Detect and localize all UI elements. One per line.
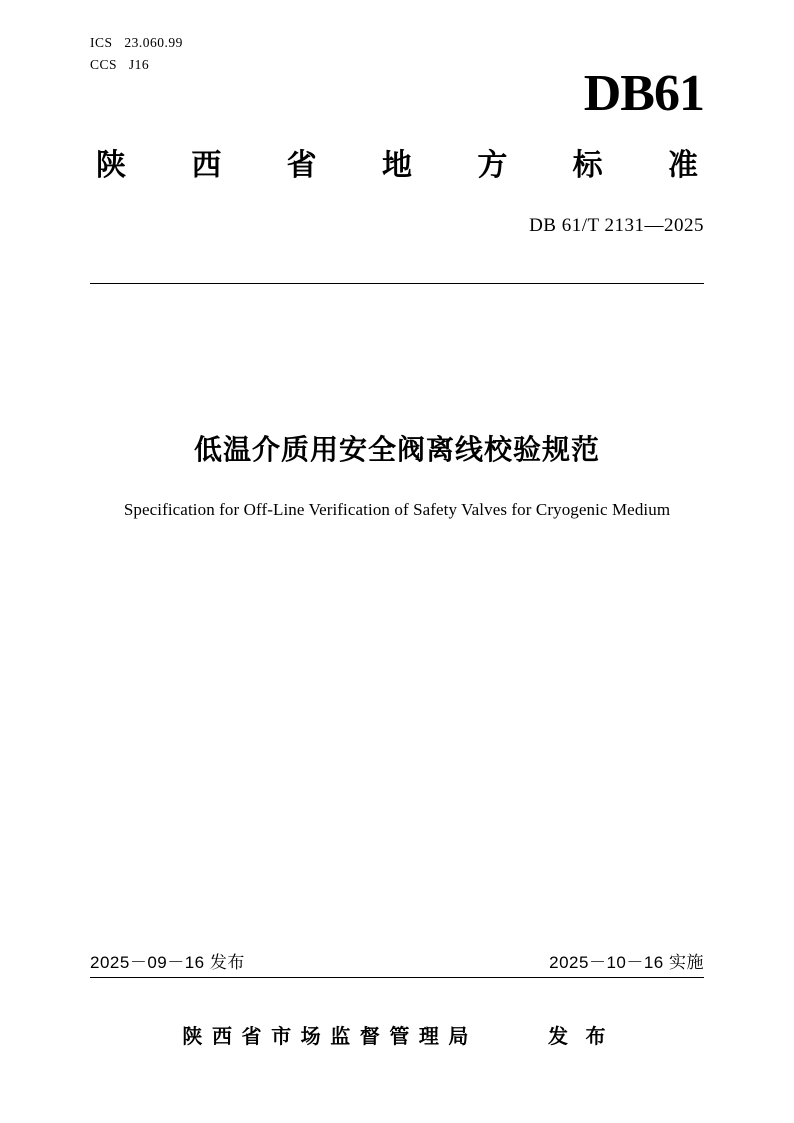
standard-number: DB 61/T 2131—2025 xyxy=(529,215,704,236)
ics-value: 23.060.99 xyxy=(124,35,183,50)
date-row xyxy=(90,948,704,973)
implementation-date: 2025－10－16 实施 xyxy=(549,953,704,972)
ics-line xyxy=(90,32,183,54)
series-char-5: 标 xyxy=(572,149,603,182)
standard-mark: DB61 xyxy=(583,65,704,122)
issuer-action: 发 布 xyxy=(548,1026,612,1048)
cover-content xyxy=(90,0,704,1123)
footer-divider xyxy=(90,977,704,978)
page-title: 低温介质用安全阀离线校验规范 xyxy=(193,434,600,465)
issue-date: 2025－09－16 发布 xyxy=(90,953,245,972)
page-subtitle-english: Specification for Off-Line Verification of Safety Valves for Cryogenic Medium xyxy=(123,500,671,519)
series-char-6: 准 xyxy=(667,149,698,182)
series-char-3: 地 xyxy=(381,149,412,182)
series-char-0: 陕 xyxy=(96,149,126,182)
series-char-2: 省 xyxy=(286,149,317,182)
ccs-value: J16 xyxy=(128,57,150,73)
header-divider xyxy=(90,283,704,284)
series-char-1: 西 xyxy=(191,149,222,182)
ics-label: ICS xyxy=(90,35,113,50)
issuer-line xyxy=(90,1020,704,1049)
standard-series-title xyxy=(96,148,698,184)
ccs-line xyxy=(90,54,183,76)
ccs-label: CCS xyxy=(90,57,118,73)
issuer-organization: 陕 西 省 市 场 监 督 管 理 局 xyxy=(182,1026,471,1048)
series-char-4: 方 xyxy=(477,149,508,182)
classification-block xyxy=(90,32,183,77)
